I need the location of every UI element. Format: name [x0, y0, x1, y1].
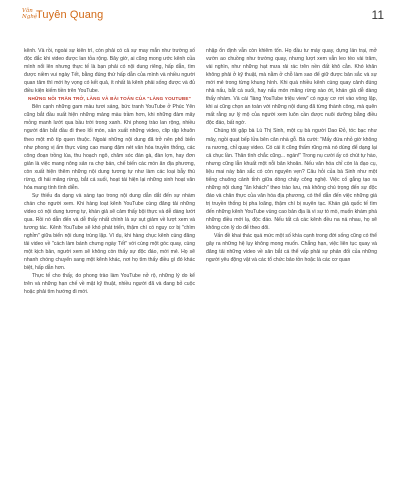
right-column — [206, 47, 377, 264]
left-column — [24, 47, 195, 296]
paragraph: Thực tế cho thấy, do phong trào làm YouTube nở rộ, những lý do kể trên và những hạn chế về mặt kỹ thuật, nhiều người đã và đang bỏ cuộc hoặc phải tìm hướng đi mới. — [24, 273, 195, 296]
section-heading: NHỮNG NỖI TRĂN TRỞ, LÀNG VÀ BÀI TOÁN CỦA "LÀNG YOUTUBE" — [27, 96, 192, 102]
paragraph: kênh. Và rồi, ngoài sự kiên trì, còn phải có cả sự may mắn như trường số độc đắc khi video được lan tỏa rộng. Bây giờ, ai cũng mong ước kênh của mình nổi lên nhưng thực tế là bạn phải có nội dung riêng, hấp dẫn, tìm được niềm vui ngày Tết, bằng đúng thứ hấp dẫn của mình và nhiều người quan tâm thì mới hy vọng có kết quả, ít nhất là kênh phải sống được và đủ điều kiện kiếm tiền trên YouTube. — [24, 48, 195, 95]
paragraph: Chúng tôi gặp bà Lù Thị Sinh, một cụ bà người Dao Đỏ, tóc bạc như mây, ngồi quạt bếp lửa bên căn nhà gỗ. Bà cười: "Mấy đứa nhỏ giờ không ra nương, chỉ quay video. Có cái ít cũng thấm rũng mà nó dùng để dạng lại cả chục lần. Thân tình chắc cũng... ngán!" Trong nụ cười ấy có chút tự hào, nhưng cũng lẫn khuất một nỗi băn khoăn. Nếu văn hóa chỉ còn là đạo cụ, liệu mai này bản sắc có còn nguyên vẹn? Câu hỏi của bà Sinh như một tiếng chuông cảnh tỉnh giữa dòng chảy công nghệ. Việc cố gắng tạo ra những nội dung "ăn khách" theo trào lưu, mà không chú trọng đến sự độc đáo và chân thực của văn hóa địa phương, có thể dẫn đến việc những giá trị truyền thống bị pha loãng, thậm chí bị xuyên tạc. Khán giả quốc tế tìm đến những kênh YouTube vùng cao bản địa là vì sự tò mò, muốn khám phá những điều mới lạ, độc đáo. Nếu tất cả các kênh đều na ná nhau, họ sẽ không còn lý do để theo dõi. — [206, 128, 377, 232]
paragraph: Sự thiếu đa dạng và sáng tạo trong nội dung dẫn dắt đến sự nhàm chán cho người xem. Khi hàng loạt kênh YouTube cùng đăng tải những video có nội dung tương tự, khán giả sẽ cảm thấy bội thực và dễ dàng lướt qua. Rồi nó dẫn đến và dễ thấy nhất chính là sự sụt giảm về lượt xem và tương tác. Kênh YouTube sẽ khó phát triển, thậm chí có nguy cơ bị "chìm nghỉm" giữa biển nội dung trùng lặp. Ví dụ, khi hàng chục kênh cùng đăng tải video về "cách làm bánh chưng ngày Tết" với cùng một góc quay, cùng một kịch bản, người xem sẽ không còn thấy sự độc đáo, mới mẻ. Họ sẽ nhanh chóng chuyển sang một kênh khác, nơi họ tìm thấy điều gì đó khác biệt, hấp dẫn hơn. — [24, 192, 195, 272]
paragraph: Bên cạnh những gam màu tươi sáng, bức tranh YouTube ở Phúc Yên cũng bắt đầu xuất hiện những mảng màu trầm hơn, khi những đàm mây mỏng manh lướt qua bầu trời trong xanh. Khi phong trào lan rộng, nhiều người dân bắt đầu đi theo lối mòn, sản xuất những video, clip rập khuôn theo một mô típ quen thuộc. Ngoài những nội dung đã trở nên phổ biến như phong vị ẩm thực vùng cao mang đậm nét văn hóa truyền thống, các công đoạn trồng lúa, thu hoạch ngô, chăm sóc đàn gà, đàn lợn, hay đơn giản là việc mang nông sản ra chợ bán, chế biến các món ăn địa phương, còn xuất hiện thêm những nội dung tương tự như làm các loại bẫy thú rừng, đi hái măng rừng, bắt cá suối, hoạt tái hiện lại những sinh hoạt văn hóa mang tính tình diễn. — [24, 104, 195, 191]
logo-line-2: Nghệ — [22, 13, 38, 20]
page-header — [22, 8, 384, 30]
page-number: 11 — [371, 8, 384, 22]
logo-title: Tuyên Quang — [36, 9, 104, 21]
paragraph: nhập ổn định vẫn còn khiêm tốn. Họ đầu tư máy quay, dựng lán trại, mở vườn ao chuồng như trường quay, nhưng lượt xem vẫn leo tèo vài trăm, vài nghìn, như những hạt mưa rải rác trên nền đất khô cằn. Khó khăn không phải ở kỹ thuật, mà nằm ở chỗ làm sao để giữ được bản sắc và sự mới mẻ trong từng khung hình. Khi quá nhiều kênh cùng quay cảnh đúng nhà nấu, bắt cá suối, hay nấu món măng rừng xào ớt, khán giả dễ dàng thấy nhàm. Và cái "làng YouTube triệu view" có nguy cơ rơi vào vòng lặp, khi ai cũng chọn an toàn với những nội dung đã từng thành công, mà quên mất rằng sự lý mộ của người xem luôn cần được nuôi dưỡng bằng điều độc đáo, bất ngờ. — [206, 48, 377, 127]
paragraph: Vấn đề khai thác quá mức một số khía cạnh trong đời sống cũng có thể gây ra những hệ lụy không mong muốn. Chẳng hạn, việc liên tục quay và đăng tải những video về săn bắt cá thể vấp phải sự phản đối của những người yêu động vật và các tổ chức bảo tồn hoặc là các cơ quan — [206, 233, 377, 264]
logo-line-1: Văn — [22, 8, 33, 14]
